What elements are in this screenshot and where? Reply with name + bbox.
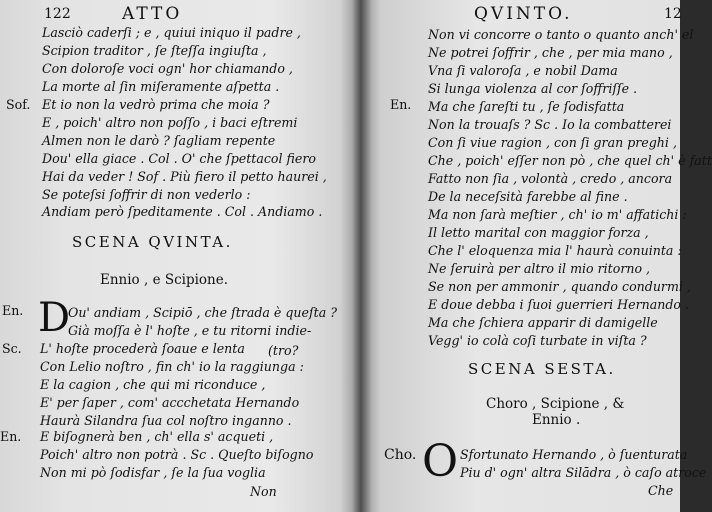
- page-number: 122: [44, 6, 71, 22]
- text-line: Con doloroſe voci ogn' hor chiamando ,: [42, 61, 293, 76]
- text-line: De la neceſsità farebbe al fine .: [428, 189, 628, 204]
- text-line: Vna ſi valoroſa , e nobil Dama: [428, 63, 618, 78]
- left-page: [0, 0, 352, 512]
- text-line: Non la trouaſs ? Sc . Io la combatterei: [428, 117, 672, 132]
- text-line: Almen non le darò ? ſagliam repente: [42, 133, 276, 148]
- speaker-label: Cho.: [384, 447, 417, 463]
- text-line: E la cagion , che qui mi riconduce ,: [40, 377, 266, 392]
- scene-persons: Choro , Scipione , &: [486, 396, 625, 412]
- text-line: Ma che ſchiera apparir di damigelle: [428, 315, 658, 330]
- text-line: Andiam però ſpeditamente . Col . Andiamo .: [42, 204, 323, 219]
- scene-title: SCENA QVINTA.: [72, 233, 233, 251]
- text-line: Scipion traditor , ſe ſteſſa ingiuſta ,: [42, 43, 267, 58]
- text-line: Non vi concorre o tanto o quanto anch' el: [428, 27, 694, 42]
- text-line: Poich' altro non potrà . Sc . Queſto biſogno: [40, 447, 314, 462]
- right-page: [372, 0, 712, 512]
- text-line: Con Lelio noſtro , fin ch' io la raggiunga :: [40, 359, 304, 374]
- text-line: Piu d' ogn' altra Silādra , ò caſo atroce: [460, 465, 707, 480]
- running-head: QVINTO.: [474, 4, 573, 24]
- drop-cap: D: [38, 295, 71, 341]
- text-line: Hai da veder ! Sof . Più fiero il petto haurei ,: [42, 169, 327, 184]
- page-number: 12: [664, 6, 682, 22]
- text-line: Che , poich' eſſer non pò , che quel ch' è fatt: [428, 153, 712, 168]
- text-line: Fatto non ſia , volontà , credo , ancora: [428, 171, 673, 186]
- scene-persons: Ennio , e Scipione.: [100, 272, 229, 288]
- catchword: Che: [648, 483, 674, 498]
- speaker-label: En.: [390, 97, 412, 112]
- text-line: Ma che ſareſti tu , ſe ſodisfatta: [428, 99, 625, 114]
- text-line: Ne ſeruirà per altro il mio ritorno ,: [428, 261, 651, 276]
- text-line: Non mi pò ſodisfar , ſe la ſua voglia: [40, 465, 266, 480]
- text-line: Sfortunato Hernando , ò ſuenturata: [460, 447, 688, 462]
- text-line: Ne potrei ſoffrir , che , per mia mano ,: [428, 45, 673, 60]
- speaker-label: Sof.: [6, 97, 31, 112]
- scene-persons: Ennio .: [532, 412, 581, 428]
- running-head: ATTO: [122, 4, 183, 24]
- text-line: Già moſſa è l' hoſte , e tu ritorni indie-: [68, 323, 312, 338]
- text-line: Ou' andiam , Scipiō , che ſtrada è queſta ?: [68, 305, 337, 320]
- text-line: E , poich' altro non poſſo , i baci eſtremi: [42, 115, 298, 130]
- text-line: Se poteſsi ſoffrir di non vederlo :: [42, 187, 251, 202]
- text-line: Et io non la vedrò prima che moia ?: [42, 97, 270, 112]
- text-line: E' per ſaper , com' accchetata Hernando: [40, 395, 300, 410]
- text-line: Haurà Silandra ſua col noſtro inganno .: [40, 413, 292, 428]
- text-line: Se non per ammonir , quando condurmi ,: [428, 279, 691, 294]
- text-line: La morte al ſin miſeramente aſpetta .: [42, 79, 280, 94]
- text-line: E biſognerà ben , ch' ella s' acqueti ,: [40, 429, 274, 444]
- text-line: Ma non ſarà meſtier , ch' io m' affatichi :: [428, 207, 687, 222]
- drop-cap: O: [422, 436, 459, 487]
- text-line: Dou' ella giace . Col . O' che ſpettacol fiero: [42, 151, 316, 166]
- book-gutter: [352, 0, 372, 512]
- text-line: Con ſi viue ragion , con ſi gran preghi ,: [428, 135, 677, 150]
- text-line: Il letto marital con maggior forza ,: [428, 225, 649, 240]
- text-line: Che l' eloquenza mia l' haurà conuinta :: [428, 243, 682, 258]
- speaker-label: En.: [2, 303, 24, 318]
- speaker-label: En.: [0, 429, 22, 444]
- text-line: L' hoſte procederà ſoaue e lenta: [40, 341, 245, 356]
- carry-over-text: (tro?: [268, 343, 299, 358]
- scene-title: SCENA SESTA.: [468, 360, 616, 378]
- catchword: Non: [250, 484, 277, 499]
- text-line: E doue debba i ſuoi guerrieri Hernando .: [428, 297, 690, 312]
- text-line: Lasciò caderſi ; e , quiui iniquo il padre ,: [42, 25, 301, 40]
- text-line: Si lunga violenza al cor ſoffriſſe .: [428, 81, 638, 96]
- speaker-label: Sc.: [2, 341, 22, 356]
- text-line: Vegg' io colà coſi turbate in viſta ?: [428, 333, 647, 348]
